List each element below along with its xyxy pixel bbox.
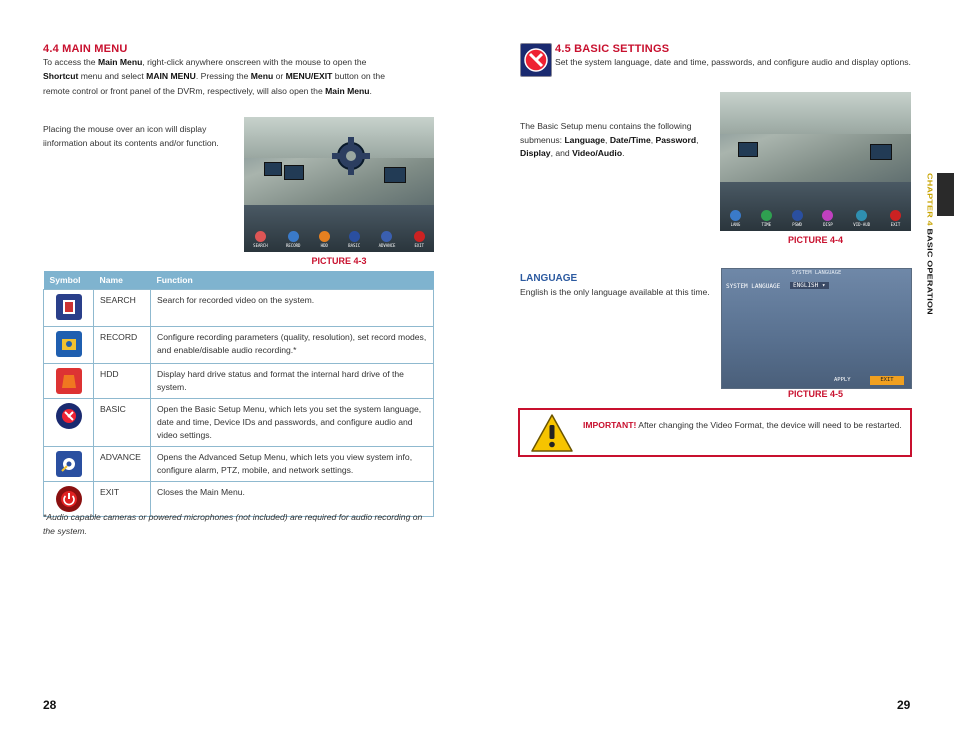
basic-icon-vid-aud: VID-AUD [853, 210, 870, 227]
important-text: IMPORTANT! After changing the Video Format, the device will need to be restarted. [583, 420, 902, 430]
basic-settings-icon [56, 403, 82, 429]
basic-settings-intro: Set the system language, date and time, passwords, and configure audio and display options. [555, 57, 911, 67]
audio-footnote: *Audio capable cameras or powered microphones (not included) are required for audio recording on the system. [43, 512, 423, 536]
menu-icon-search: SEARCH [253, 231, 267, 248]
chapter-tab [937, 173, 954, 216]
basic-icon-disp: DISP [822, 210, 833, 227]
page-number-right: 29 [897, 698, 911, 712]
table-header-symbol: Symbol [44, 271, 94, 290]
advance-settings-icon [56, 451, 82, 477]
system-language-screenshot [721, 268, 912, 389]
warning-icon [530, 413, 574, 453]
submenu-description: The Basic Setup menu contains the following submenus: Language, Date/Time, Password, Display, and Video/Audio. [520, 121, 699, 158]
hover-info-text: Placing the mouse over an icon will display iinformation about its contents and/or function. [43, 124, 219, 148]
page-number-left: 28 [43, 698, 57, 712]
basic-settings-icon [520, 43, 552, 77]
search-icon [56, 294, 82, 320]
table-row: EXIT Closes the Main Menu. [44, 482, 434, 517]
table-header-name: Name [94, 271, 151, 290]
picture-4-5-caption: PICTURE 4-5 [787, 389, 843, 399]
section-heading-basic-settings: 4.5 BASIC SETTINGS [555, 43, 670, 55]
menu-icon-exit: EXIT [414, 231, 425, 248]
basic-icon-exit: EXIT [890, 210, 901, 227]
basic-icon-time: TIME [761, 210, 772, 227]
table-row: SEARCH Search for recorded video on the system. [44, 290, 434, 327]
menu-icon-record: RECORD [286, 231, 300, 248]
language-select[interactable]: ENGLISH ▾ [790, 282, 829, 289]
basic-icon-lang: LANG [730, 210, 741, 227]
menu-icon-hdd: HDD [319, 231, 330, 248]
exit-icon [56, 486, 82, 512]
table-row: ADVANCE Opens the Advanced Setup Menu, which lets you view system info, configure alarm, PTZ, mobile, and network settings. [44, 447, 434, 482]
menu-icon-advance: ADVANCE [379, 231, 396, 248]
gear-icon [330, 135, 372, 177]
picture-4-4-caption: PICTURE 4-4 [787, 235, 843, 245]
apply-button[interactable]: APPLY [834, 377, 851, 383]
table-row: BASIC Open the Basic Setup Menu, which lets you set the system language, date and time, Device IDs and passwords, and configure audio and video settings. [44, 399, 434, 447]
picture-4-3-caption: PICTURE 4-3 [311, 256, 367, 266]
main-menu-intro: To access the Main Menu, right-click anywhere onscreen with the mouse to open the Shortcut menu and select MAIN MENU. Pressing the Menu or MENU/EXIT button on the remote control or front panel of the DVRm, respectively, will also open the Main Menu. [43, 57, 385, 96]
table-row: HDD Display hard drive status and format the internal hard drive of the system. [44, 364, 434, 399]
basic-icon-pswd: PSWD [792, 210, 803, 227]
important-notice [518, 408, 912, 457]
table-row: RECORD Configure recording parameters (quality, resolution), set record modes, and enable/disable audio recording.* [44, 327, 434, 364]
language-text: English is the only language available at this time. [520, 287, 710, 297]
record-icon [56, 331, 82, 357]
language-heading: LANGUAGE [520, 273, 578, 284]
main-menu-screenshot [244, 117, 434, 252]
screen-title: SYSTEM LANGUAGE [791, 270, 842, 276]
chevron-down-icon: ▾ [821, 282, 826, 289]
chapter-side-label: CHAPTER 4 BASIC OPERATION [925, 173, 935, 315]
menu-icon-basic: BASIC [348, 231, 360, 248]
hdd-icon [56, 368, 82, 394]
section-heading-main-menu: 4.4 MAIN MENU [43, 43, 128, 55]
main-menu-table [43, 271, 434, 517]
basic-setup-screenshot [720, 92, 911, 231]
table-header-function: Function [151, 271, 434, 290]
exit-button[interactable]: EXIT [870, 376, 904, 385]
screen-language-label: SYSTEM LANGUAGE [726, 283, 781, 290]
